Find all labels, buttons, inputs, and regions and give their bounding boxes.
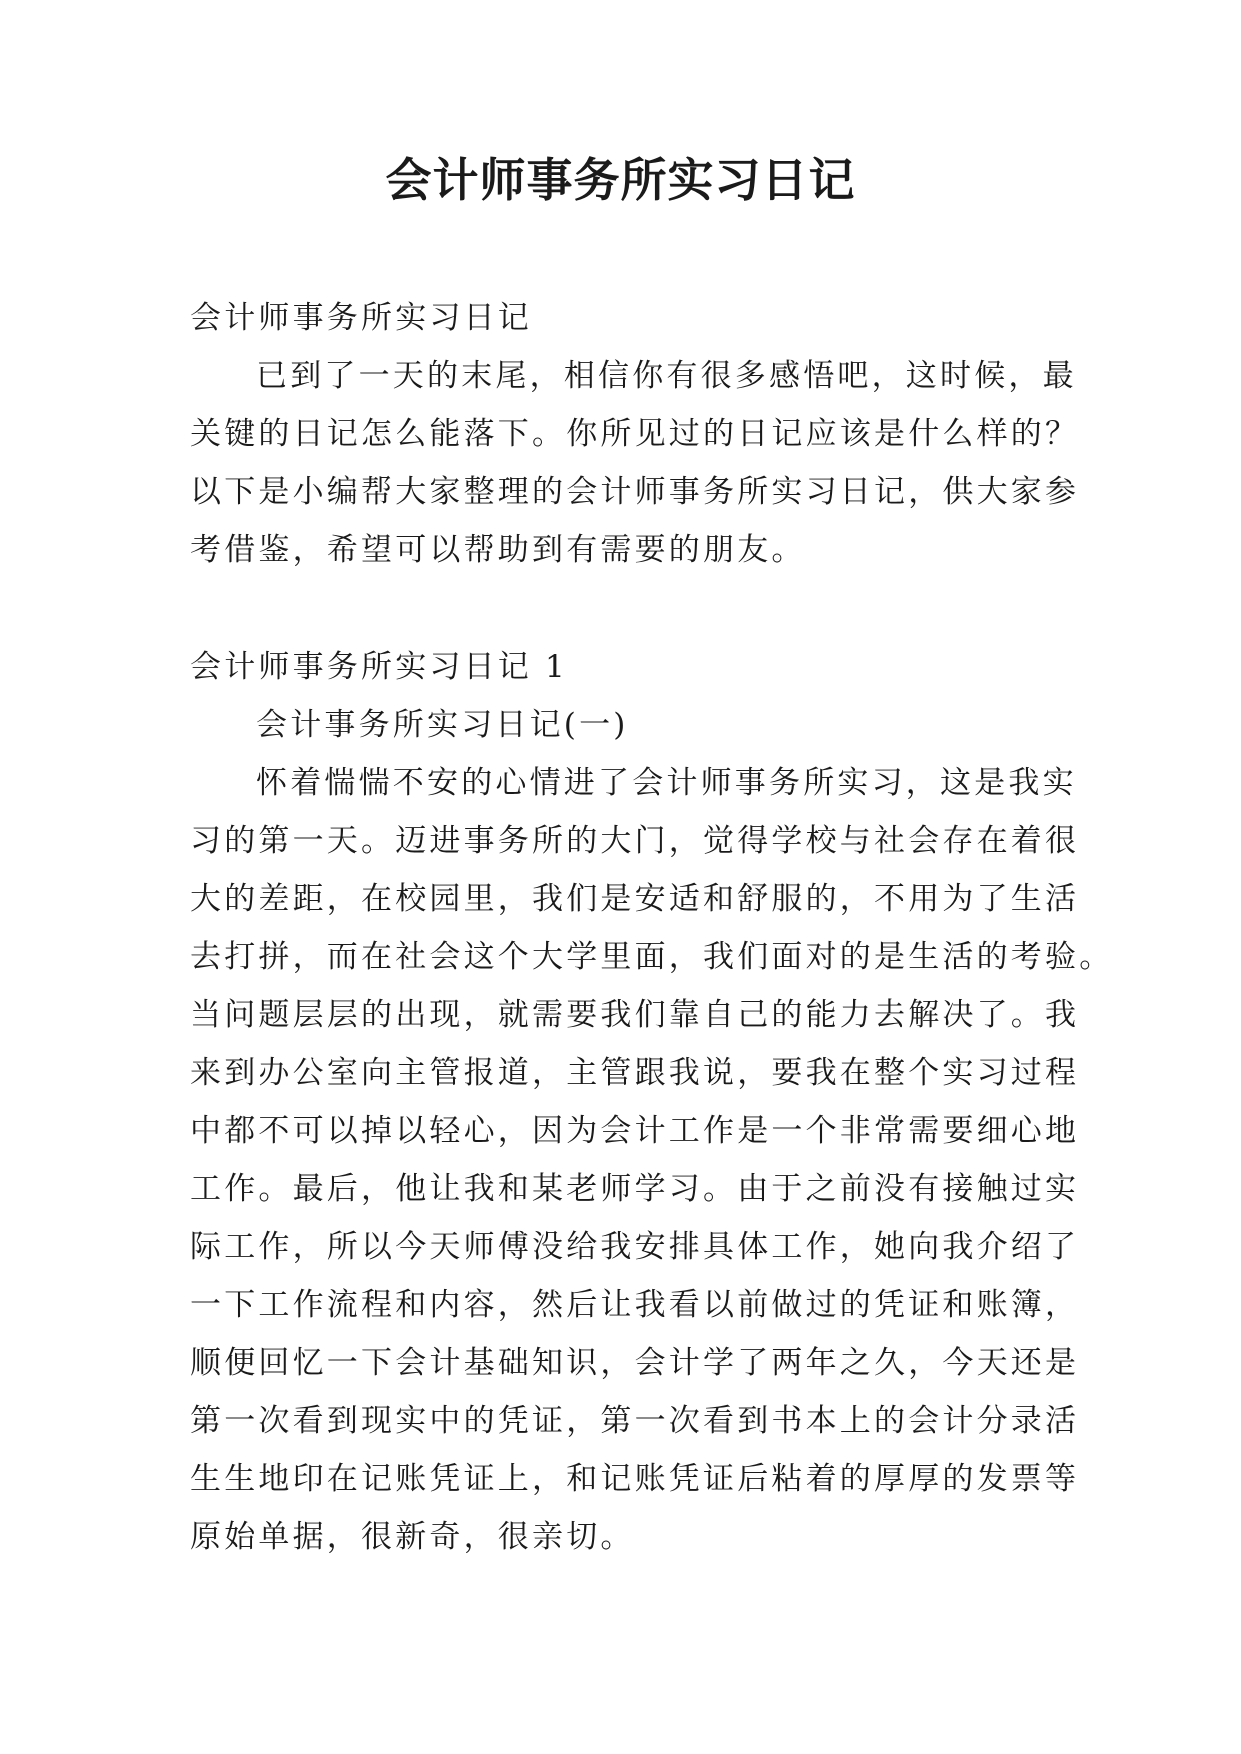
paragraph-line: 工作。最后，他让我和某老师学习。由于之前没有接触过实 (190, 1171, 1080, 1207)
paragraph-line: 中都不可以掉以轻心，因为会计工作是一个非常需要细心地 (190, 1113, 1080, 1149)
paragraph-line: 来到办公室向主管报道，主管跟我说，要我在整个实习过程 (190, 1055, 1080, 1091)
intro-paragraph-line: 已到了一天的末尾，相信你有很多感悟吧，这时候，最 (256, 358, 1077, 394)
intro-heading: 会计师事务所实习日记 (190, 300, 532, 336)
paragraph-line: 顺便回忆一下会计基础知识，会计学了两年之久，今天还是 (190, 1345, 1080, 1381)
intro-section (190, 289, 1080, 579)
diary-section-1 (190, 638, 1114, 1566)
paragraph-line: 际工作，所以今天师傅没给我安排具体工作，她向我介绍了 (190, 1229, 1080, 1265)
intro-paragraph-line: 关键的日记怎么能落下。你所见过的日记应该是什么样的？ (190, 416, 1080, 452)
paragraph-line: 去打拼，而在社会这个大学里面，我们面对的是生活的考验。 (190, 939, 1114, 975)
section-heading: 会计师事务所实习日记 1 (190, 649, 568, 685)
paragraph-line: 第一次看到现实中的凭证，第一次看到书本上的会计分录活 (190, 1403, 1080, 1439)
paragraph-line: 一下工作流程和内容，然后让我看以前做过的凭证和账簿， (190, 1287, 1080, 1323)
section-subheading: 会计事务所实习日记(一) (256, 707, 629, 743)
paragraph-line: 原始单据，很新奇，很亲切。 (190, 1519, 635, 1555)
intro-paragraph-line: 以下是小编帮大家整理的会计师事务所实习日记，供大家参 (190, 474, 1080, 510)
paragraph-line: 大的差距，在校园里，我们是安适和舒服的，不用为了生活 (190, 881, 1080, 917)
paragraph-line: 生生地印在记账凭证上，和记账凭证后粘着的厚厚的发票等 (190, 1461, 1080, 1497)
paragraph-line: 习的第一天。迈进事务所的大门，觉得学校与社会存在着很 (190, 823, 1080, 859)
paragraph-line: 怀着惴惴不安的心情进了会计师事务所实习，这是我实 (256, 765, 1077, 801)
paragraph-line: 当问题层层的出现，就需要我们靠自己的能力去解决了。我 (190, 997, 1080, 1033)
intro-paragraph-line: 考借鉴，希望可以帮助到有需要的朋友。 (190, 532, 806, 568)
document-title: 会计师事务所实习日记 (385, 153, 856, 207)
